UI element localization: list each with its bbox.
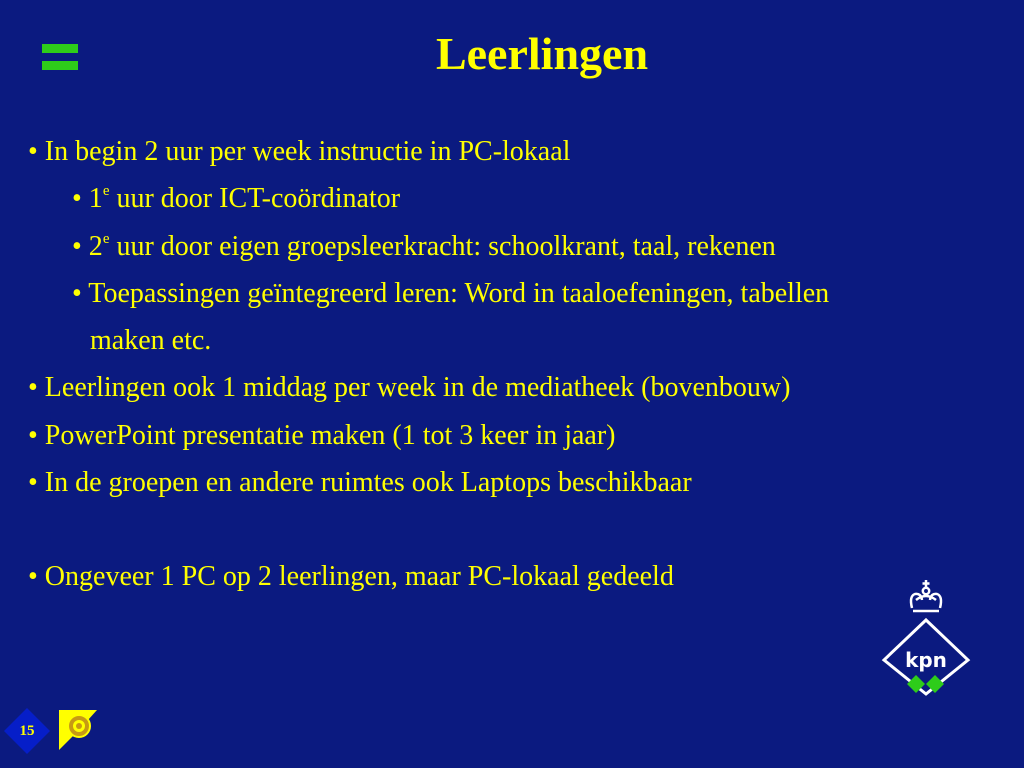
- bullet-item-continuation: [90, 321, 211, 361]
- bullet-superscript: e: [102, 231, 110, 247]
- page-number-badge: [4, 708, 50, 754]
- bullet-item: [28, 132, 570, 172]
- bullet-text: • Toepassingen geïntegreerd leren: Word in taaloefeningen, tabellen: [72, 278, 830, 309]
- bullet-item: [28, 463, 692, 503]
- kpn-logo-icon: [876, 578, 976, 696]
- bullet-item: [72, 274, 829, 314]
- bullet-text-rest: uur door eigen groepsleerkracht: schoolkrant, taal, rekenen: [109, 231, 776, 262]
- slide-title: Leerlingen: [435, 28, 649, 79]
- bullet-text: • PowerPoint presentatie maken (1 tot 3 keer in jaar): [28, 420, 616, 451]
- page-number: 15: [19, 723, 35, 739]
- kpn-text: kpn: [905, 648, 947, 672]
- bullet-text: • 2: [72, 231, 103, 262]
- bullet-item: [72, 179, 400, 219]
- bullet-text: • Ongeveer 1 PC op 2 leerlingen, maar PC-lokaal gedeeld: [28, 561, 674, 592]
- bullet-text: • In begin 2 uur per week instructie in PC-lokaal: [28, 136, 571, 167]
- bullet-text: maken etc.: [90, 325, 212, 356]
- bullet-item: [28, 416, 616, 456]
- bullet-text: • 1: [72, 183, 103, 214]
- bullet-item: [72, 227, 776, 267]
- bullet-item: [28, 368, 790, 408]
- bullet-item: [28, 557, 674, 597]
- crown-icon: [911, 580, 941, 611]
- bullet-superscript: e: [102, 183, 110, 199]
- bullet-text: • In de groepen en andere ruimtes ook Laptops beschikbaar: [28, 467, 692, 498]
- bullet-text: • Leerlingen ook 1 middag per week in de mediatheek (bovenbouw): [28, 372, 791, 403]
- bullet-text-rest: uur door ICT-coördinator: [109, 183, 401, 214]
- emblem-icon: [57, 706, 99, 754]
